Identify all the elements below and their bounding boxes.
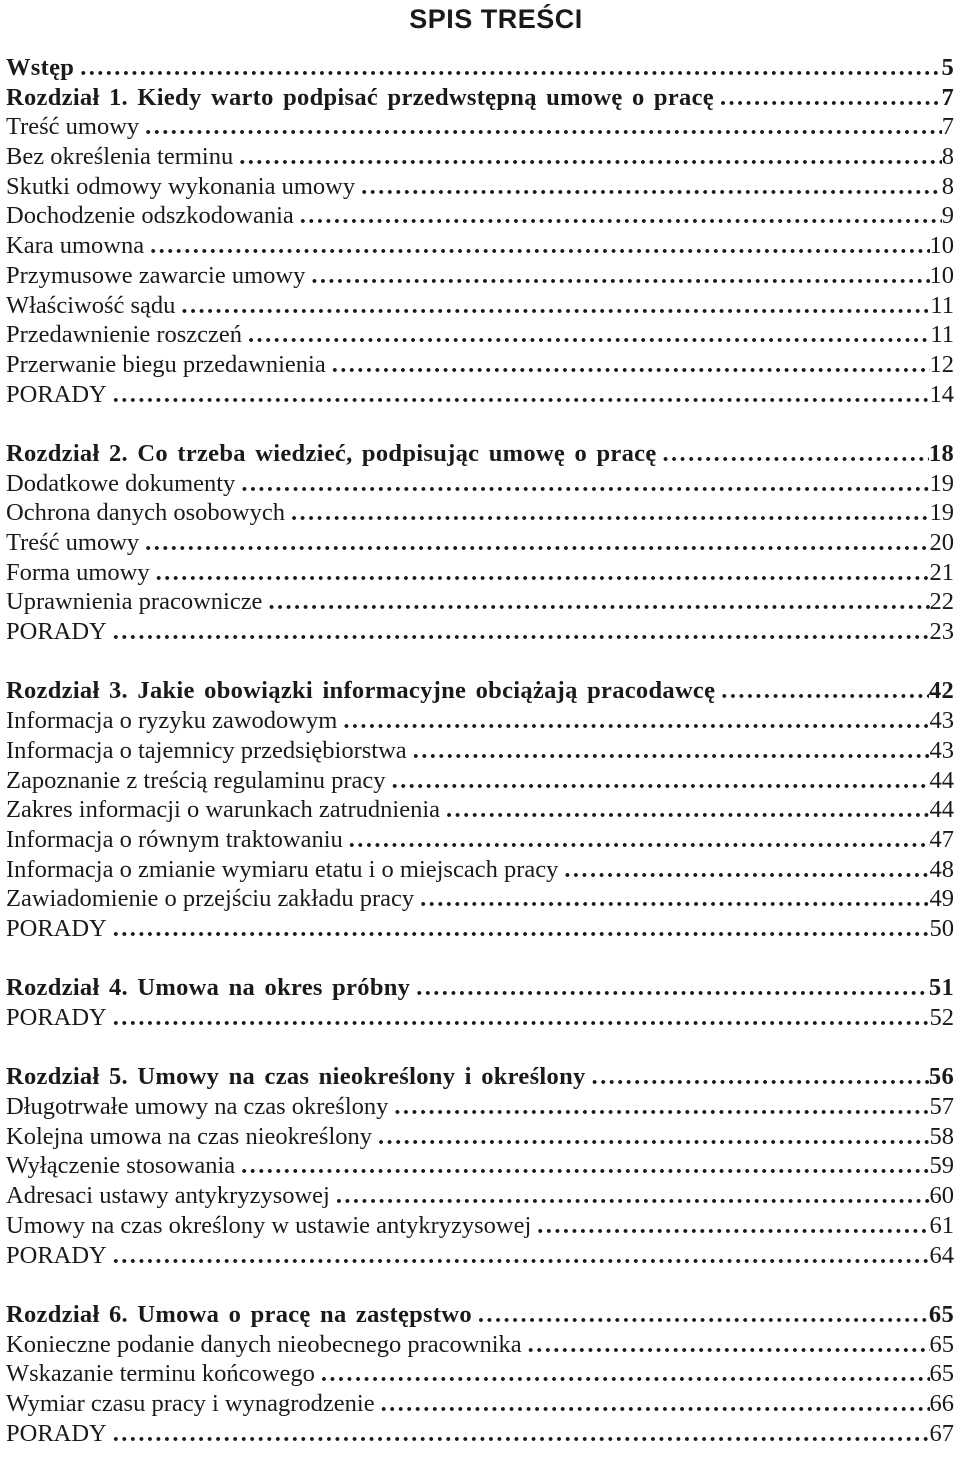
dot-leader xyxy=(332,350,930,380)
toc-page-number: 60 xyxy=(929,1182,954,1210)
toc-chapter-entry xyxy=(6,53,954,83)
toc-page-number: 65 xyxy=(929,1360,954,1388)
toc-entry-label: Informacja o równym traktowaniu xyxy=(6,825,343,853)
toc-entry-label: PORADY xyxy=(6,1004,107,1031)
dot-leader xyxy=(321,1359,930,1389)
toc-page-number: 10 xyxy=(929,261,954,289)
toc-page-number: 8 xyxy=(941,143,954,171)
toc-entry xyxy=(6,1092,954,1122)
toc-entry-label: PORADY xyxy=(6,618,107,646)
section-gap xyxy=(6,944,954,974)
dot-leader xyxy=(528,1330,930,1360)
toc-page-number: 18 xyxy=(928,439,954,467)
dot-leader xyxy=(381,1389,930,1419)
toc-entry xyxy=(6,320,954,350)
toc-entry-label: Dodatkowe dokumenty xyxy=(6,469,236,497)
toc-entry-label: Właściwość sądu xyxy=(6,291,176,319)
toc-page-number: 21 xyxy=(929,558,954,586)
toc-entry xyxy=(6,172,954,202)
toc-page-number: 49 xyxy=(929,885,954,913)
dot-leader xyxy=(720,83,942,113)
toc-page-number: 65 xyxy=(929,1330,954,1358)
toc-page-number: 64 xyxy=(929,1241,954,1269)
section-gap xyxy=(6,1033,954,1063)
dot-leader xyxy=(413,736,930,766)
toc-page-number: 61 xyxy=(929,1211,954,1239)
toc-page-number: 43 xyxy=(929,736,954,764)
toc-entry-label: PORADY xyxy=(6,380,107,408)
toc-page-number: 8 xyxy=(941,172,954,200)
toc-page-number: 58 xyxy=(929,1122,954,1150)
toc-entry xyxy=(6,825,954,855)
toc-chapter-entry xyxy=(6,439,954,469)
dot-leader xyxy=(394,1092,929,1122)
dot-leader xyxy=(113,1003,930,1033)
toc-page-number: 10 xyxy=(929,232,954,260)
toc-entry xyxy=(6,587,954,617)
toc-entry xyxy=(6,142,954,172)
dot-leader xyxy=(592,1062,929,1092)
toc-entry-label: Zapoznanie z treścią regulaminu pracy xyxy=(6,766,386,794)
toc-entry-label: PORADY xyxy=(6,1419,107,1447)
toc-chapter-entry xyxy=(6,83,954,113)
toc-page-number: 52 xyxy=(929,1004,954,1031)
dot-leader xyxy=(156,558,930,588)
toc-entry-label: Uprawnienia pracownicze xyxy=(6,588,263,616)
toc-entry xyxy=(6,795,954,825)
toc-entry-label: Bez określenia terminu xyxy=(6,143,234,171)
toc-entry-label: Treść umowy xyxy=(6,529,140,556)
toc-entry-label: Treść umowy xyxy=(6,113,140,141)
toc-entry-label: PORADY xyxy=(6,914,107,942)
toc-entry-label: Konieczne podanie danych nieobecnego pracownika xyxy=(6,1330,522,1358)
dot-leader xyxy=(663,439,929,469)
toc-chapter-entry xyxy=(6,973,954,1003)
toc-page-number: 19 xyxy=(929,499,954,527)
toc-entry-label: Rozdział 5. Umowy na czas nieokreślony i określony xyxy=(6,1063,586,1091)
toc-page-number: 56 xyxy=(928,1063,954,1091)
dot-leader xyxy=(145,112,942,142)
dot-leader xyxy=(420,884,929,914)
section-gap xyxy=(6,647,954,677)
toc-entry-label: Dochodzenie odszkodowania xyxy=(6,202,294,230)
toc-entry-label: Skutki odmowy wykonania umowy xyxy=(6,172,356,200)
toc-entry xyxy=(6,736,954,766)
toc-entry xyxy=(6,706,954,736)
toc-page-number: 23 xyxy=(929,618,954,646)
toc-entry xyxy=(6,1181,954,1211)
toc-entry-label: Długotrwałe umowy na czas określony xyxy=(6,1093,389,1121)
dot-leader xyxy=(300,201,942,231)
toc-entry-label: Wymiar czasu pracy i wynagrodzenie xyxy=(6,1389,375,1417)
toc-entry-label: Zakres informacji o warunkach zatrudnienia xyxy=(6,796,441,824)
toc-page-number: 7 xyxy=(941,113,954,141)
dot-leader xyxy=(478,1300,929,1330)
dot-leader xyxy=(239,142,942,172)
toc-entry-label: Adresaci ustawy antykryzysowej xyxy=(6,1182,330,1210)
dot-leader xyxy=(349,825,930,855)
dot-leader xyxy=(416,973,929,1003)
dot-leader xyxy=(268,587,929,617)
toc-page-number: 43 xyxy=(929,707,954,735)
toc-entry xyxy=(6,884,954,914)
toc-entry xyxy=(6,261,954,291)
toc-entry xyxy=(6,291,954,321)
toc-entry-label: Przerwanie biegu przedawnienia xyxy=(6,350,326,378)
toc-entry-label: Wyłączenie stosowania xyxy=(6,1152,236,1180)
dot-leader xyxy=(336,1181,930,1211)
toc-entry-label: PORADY xyxy=(6,1241,107,1269)
dot-leader xyxy=(113,1241,930,1271)
toc-entry xyxy=(6,914,954,944)
toc-entry xyxy=(6,231,954,261)
dot-leader xyxy=(150,231,929,261)
toc-entry-label: Wskazanie terminu końcowego xyxy=(6,1360,315,1388)
toc-entry-label: Rozdział 4. Umowa na okres próbny xyxy=(6,974,411,1002)
toc-entry-label: Rozdział 3. Jakie obowiązki informacyjne obciążają pracodawcę xyxy=(6,677,716,705)
dot-leader xyxy=(392,766,930,796)
toc-entry xyxy=(6,380,954,410)
toc-entry xyxy=(6,1211,954,1241)
toc-entry xyxy=(6,617,954,647)
dot-leader xyxy=(113,1419,930,1449)
toc-page-number: 20 xyxy=(929,529,954,556)
dot-leader xyxy=(361,172,942,202)
toc-entry-label: Informacja o ryzyku zawodowym xyxy=(6,707,338,735)
toc-page-number: 9 xyxy=(941,202,954,230)
dot-leader xyxy=(113,617,930,647)
dot-leader xyxy=(248,320,930,350)
toc-entry xyxy=(6,498,954,528)
dot-leader xyxy=(537,1211,929,1241)
toc-entry xyxy=(6,1241,954,1271)
toc-page-number: 47 xyxy=(929,825,954,853)
toc-entry-label: Przedawnienie roszczeń xyxy=(6,321,243,349)
toc-entry xyxy=(6,201,954,231)
dot-leader xyxy=(564,855,929,885)
toc-entry xyxy=(6,855,954,885)
toc-page-number: 19 xyxy=(929,469,954,497)
toc-entry xyxy=(6,1122,954,1152)
page-title: SPIS TREŚCI xyxy=(409,4,583,34)
toc-page-number: 42 xyxy=(928,677,954,705)
dot-leader xyxy=(241,1151,929,1181)
toc-chapter-entry xyxy=(6,676,954,706)
toc-page-number: 65 xyxy=(928,1300,954,1328)
dot-leader xyxy=(241,469,929,499)
toc-entry xyxy=(6,528,954,558)
toc-entry-label: Rozdział 1. Kiedy warto podpisać przedwstępną umowę o pracę xyxy=(6,83,714,111)
toc-page-number: 59 xyxy=(929,1152,954,1180)
dot-leader xyxy=(113,914,930,944)
dot-leader xyxy=(311,261,929,291)
toc-page-number: 14 xyxy=(929,380,954,408)
toc-entry-label: Wstęp xyxy=(6,54,75,81)
toc-entry-label: Ochrona danych osobowych xyxy=(6,499,285,527)
toc-page-number: 22 xyxy=(929,588,954,616)
toc-entry xyxy=(6,469,954,499)
toc-entry-label: Rozdział 2. Co trzeba wiedzieć, podpisując umowę o pracę xyxy=(6,439,657,467)
section-gap xyxy=(6,1270,954,1300)
toc-page-number: 67 xyxy=(929,1419,954,1447)
toc-entry xyxy=(6,766,954,796)
toc-entry-label: Kolejna umowa na czas nieokreślony xyxy=(6,1122,373,1150)
toc-entry-label: Informacja o tajemnicy przedsiębiorstwa xyxy=(6,736,407,764)
toc-page-number: 51 xyxy=(928,974,954,1002)
dot-leader xyxy=(291,498,930,528)
dot-leader xyxy=(721,676,929,706)
toc-entry xyxy=(6,1359,954,1389)
toc-page-number: 12 xyxy=(929,350,954,378)
toc-entry xyxy=(6,1003,954,1033)
toc-chapter-entry xyxy=(6,1062,954,1092)
toc-entry xyxy=(6,1419,954,1449)
dot-leader xyxy=(343,706,929,736)
toc-entry-label: Przymusowe zawarcie umowy xyxy=(6,261,306,289)
toc-entry xyxy=(6,1330,954,1360)
dot-leader xyxy=(113,380,930,410)
dot-leader xyxy=(378,1122,929,1152)
toc-page-number: 5 xyxy=(941,54,954,81)
section-gap xyxy=(6,409,954,439)
toc-chapter-entry xyxy=(6,1300,954,1330)
toc-page-number: 50 xyxy=(929,914,954,942)
toc-entry xyxy=(6,350,954,380)
toc-entry xyxy=(6,1389,954,1419)
dot-leader xyxy=(80,53,941,83)
toc-page-number: 11 xyxy=(930,291,954,319)
toc-page-number: 66 xyxy=(929,1389,954,1417)
toc-page-number: 7 xyxy=(941,83,954,111)
toc-entry-label: Kara umowna xyxy=(6,232,145,260)
dot-leader xyxy=(446,795,929,825)
toc-entry-label: Zawiadomienie o przejściu zakładu pracy xyxy=(6,885,415,913)
toc-entry xyxy=(6,1151,954,1181)
toc-entry xyxy=(6,558,954,588)
toc-page-number: 44 xyxy=(929,766,954,794)
toc-entry-label: Forma umowy xyxy=(6,558,150,586)
toc-page-number: 57 xyxy=(929,1093,954,1121)
toc-page-number: 11 xyxy=(930,321,954,349)
dot-leader xyxy=(145,528,929,558)
toc-entry xyxy=(6,112,954,142)
toc-entry-label: Informacja o zmianie wymiaru etatu i o miejscach pracy xyxy=(6,855,559,883)
toc-entry-label: Rozdział 6. Umowa o pracę na zastępstwo xyxy=(6,1300,472,1328)
dot-leader xyxy=(181,291,930,321)
table-of-contents xyxy=(6,53,954,1448)
toc-page-number: 44 xyxy=(929,796,954,824)
toc-entry-label: Umowy na czas określony w ustawie antykryzysowej xyxy=(6,1211,532,1239)
toc-page-number: 48 xyxy=(929,855,954,883)
